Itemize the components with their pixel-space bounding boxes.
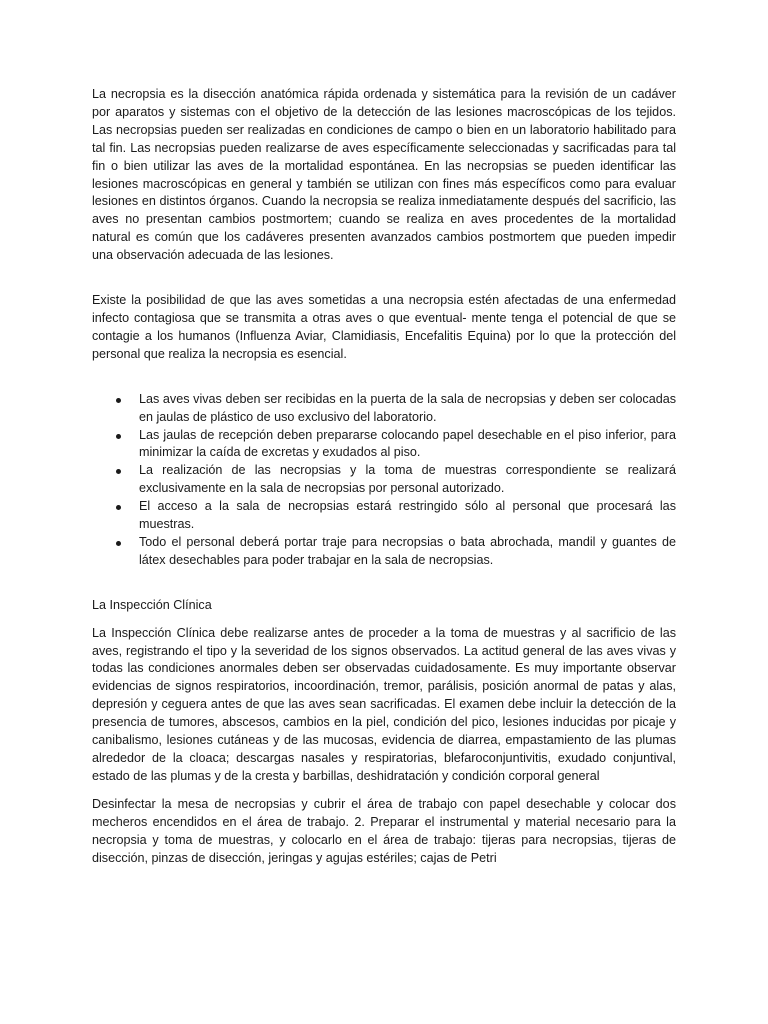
bullet-icon [116, 469, 121, 474]
clinical-inspection-paragraph: La Inspección Clínica debe realizarse antes de proceder a la toma de muestras y al sacrificio de las aves, registrando el tipo y la severidad de los signos observados. La actitud general de las aves vivas y todas las condiciones anormales deben ser observadas cuidadosamente. Es muy importante observar evidencias de signos respiratorios, incoordinación, tremor, parálisis, posición anormal de patas y alas, depresión y ceguera antes de que las aves sean sacrificadas. El examen debe incluir la detección de la presencia de tumores, abscesos, cambios en la piel, condición del pico, lesiones inducidas por picaje y canibalismo, lesiones cutáneas y de las mucosas, evidencia de diarrea, empastamiento de las plumas alrededor de la cloaca; descargas nasales y respiratorias, blefaroconjuntivitis, exudado conjuntival, estado de las plumas y de la cresta y barbillas, deshidratación y condición corporal general [92, 625, 676, 783]
list-item [92, 391, 676, 427]
list-item-text: El acceso a la sala de necropsias estará restringido sólo al personal que procesará las muestras. [139, 499, 676, 532]
bullet-icon [116, 505, 121, 510]
bullet-list [92, 391, 676, 570]
list-item-text: Todo el personal deberá portar traje para necropsias o bata abrochada, mandil y guantes de látex desechables para poder trabajar en la sala de necropsias. [139, 534, 676, 567]
list-item-text: La realización de las necropsias y la toma de muestras correspondiente se realizará exclusivamente en la sala de necropsias por personal autorizado. [139, 463, 676, 496]
list-item [92, 498, 676, 534]
bullet-icon [116, 398, 121, 403]
section-heading: La Inspección Clínica [92, 597, 212, 612]
bullet-icon [116, 434, 121, 439]
list-item [92, 427, 676, 463]
bullet-icon [116, 541, 121, 546]
list-item [92, 462, 676, 498]
list-item-text: Las jaulas de recepción deben prepararse colocando papel desechable en el piso inferior, para minimizar la caída de excretas y exudados al piso. [139, 427, 676, 460]
biosafety-paragraph: Existe la posibilidad de que las aves sometidas a una necropsia estén afectadas de una enfermedad infecto contagiosa que se transmita a otras aves o que eventual- mente tenga el potencial de que se contagie a los humanos (Influenza Aviar, Clamidiasis, Encefalitis Equina) por lo que la protección del personal que realiza la necropsia es esencial. [92, 293, 676, 361]
document-page [92, 86, 676, 867]
list-item [92, 534, 676, 570]
preparation-paragraph: Desinfectar la mesa de necropsias y cubrir el área de trabajo con papel desechable y colocar dos mecheros encendidos en el área de trabajo. 2. Preparar el instrumental y material necesario para la necropsia y toma de muestras, y colocarlo en el área de trabajo: tijeras para necropsias, tijeras de disección, pinzas de disección, jeringas y agujas estériles; cajas de Petri [92, 796, 676, 865]
intro-paragraph: La necropsia es la disección anatómica rápida ordenada y sistemática para la revisión de un cadáver por aparatos y sistemas con el objetivo de la detección de las lesiones macroscópicas de los tejidos. Las necropsias pueden ser realizadas en condiciones de campo o bien en un laboratorio habilitado para tal fin. Las necropsias pueden realizarse de aves específicamente seleccionadas y sacrificadas para tal fin o bien utilizar las aves de la mortalidad espontánea. En las necropsias se pueden identificar las lesiones macroscópicas en general y también se utilizan con fines más específicos como para evaluar lesiones en distintos órganos. Cuando la necropsia se realiza inmediatamente después del sacrificio, las aves no presentan cambios postmortem; cuando se realiza en aves procedentes de la mortalidad natural es común que los cadáveres presenten avanzados cambios postmortem que pueden impedir una observación adecuada de las lesiones. [92, 87, 676, 263]
list-item-text: Las aves vivas deben ser recibidas en la puerta de la sala de necropsias y deben ser colocadas en jaulas de plástico de uso exclusivo del laboratorio. [139, 391, 676, 424]
